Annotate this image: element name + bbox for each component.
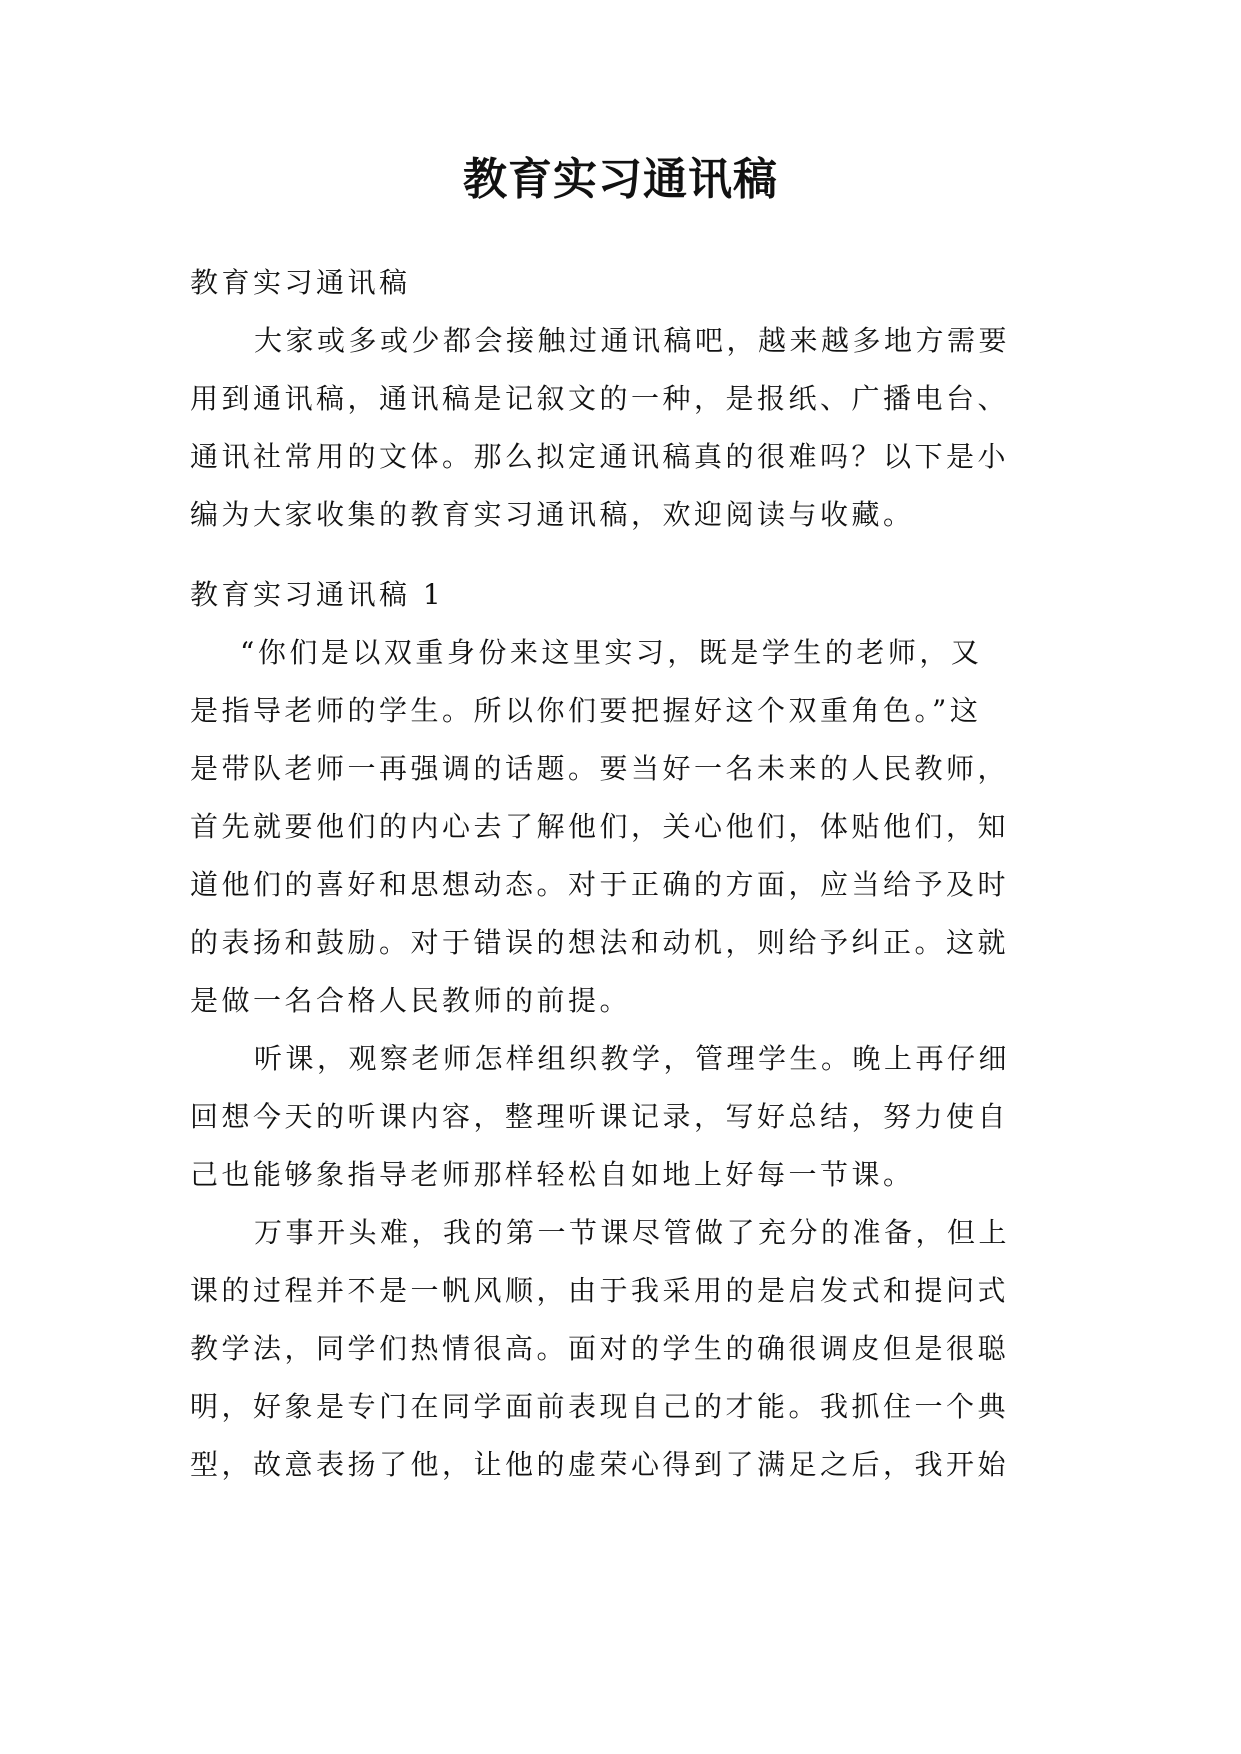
paragraph-line: 明，好象是专门在同学面前表现自己的才能。我抓住一个典 (190, 1390, 1010, 1423)
intro-line: 通讯社常用的文体。那么拟定通讯稿真的很难吗？以下是小 (190, 440, 1010, 473)
intro-line: 编为大家收集的教育实习通讯稿，欢迎阅读与收藏。 (190, 498, 915, 531)
paragraph-line: 万事开头难，我的第一节课尽管做了充分的准备，但上 (254, 1216, 1011, 1249)
paragraph-line: 己也能够象指导老师那样轻松自如地上好每一节课。 (190, 1158, 915, 1191)
intro-line: 用到通讯稿，通讯稿是记叙文的一种，是报纸、广播电台、 (190, 382, 1010, 415)
paragraph-line: 教学法，同学们热情很高。面对的学生的确很调皮但是很聪 (190, 1332, 1010, 1365)
intro-paragraph (190, 312, 1052, 544)
paragraph-line: 的表扬和鼓励。对于错误的想法和动机，则给予纠正。这就 (190, 926, 1010, 959)
paragraph-3 (190, 1204, 1052, 1494)
paragraph-2 (190, 1030, 1052, 1204)
paragraph-line: “你们是以双重身份来这里实习，既是学生的老师，又 (240, 636, 983, 669)
document-title: 教育实习通讯稿 (463, 154, 778, 205)
paragraph-1 (190, 624, 1052, 1030)
paragraph-line: 课的过程并不是一帆风顺，由于我采用的是启发式和提问式 (190, 1274, 1010, 1307)
section-heading: 教育实习通讯稿 (190, 266, 411, 299)
paragraph-line: 是带队老师一再强调的话题。要当好一名未来的人民教师， (190, 752, 1010, 785)
article-heading: 教育实习通讯稿 1 (190, 578, 445, 611)
paragraph-line: 回想今天的听课内容，整理听课记录，写好总结，努力使自 (190, 1100, 1010, 1133)
intro-line: 大家或多或少都会接触过通讯稿吧，越来越多地方需要 (254, 324, 1011, 357)
paragraph-line: 首先就要他们的内心去了解他们，关心他们，体贴他们，知 (190, 810, 1010, 843)
paragraph-line: 听课，观察老师怎样组织教学，管理学生。晚上再仔细 (254, 1042, 1011, 1075)
paragraph-line: 道他们的喜好和思想动态。对于正确的方面，应当给予及时 (190, 868, 1010, 901)
paragraph-line: 型，故意表扬了他，让他的虚荣心得到了满足之后，我开始 (190, 1448, 1010, 1481)
paragraph-line: 是指导老师的学生。所以你们要把握好这个双重角色。”这 (190, 694, 982, 727)
paragraph-line: 是做一名合格人民教师的前提。 (190, 984, 632, 1017)
